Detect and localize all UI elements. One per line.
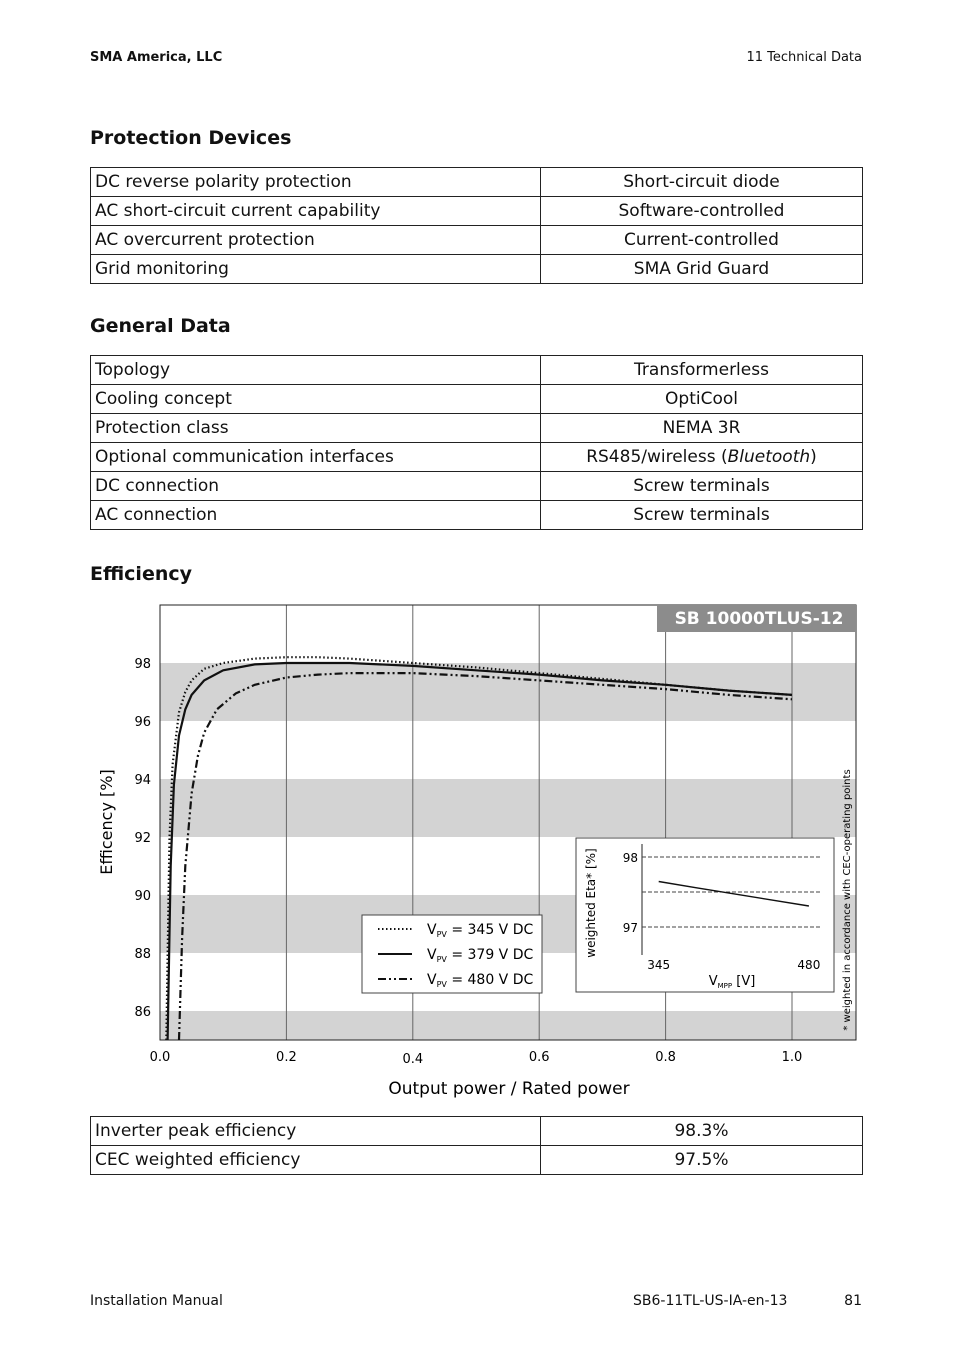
table-row (91, 1146, 863, 1175)
x-tick-label: 0.2 (276, 1050, 297, 1065)
chart-title: SB 10000TLUS-12 (674, 609, 844, 629)
inset-x-tick-label: 345 (647, 958, 671, 972)
value-italic: Bluetooth (727, 447, 811, 467)
y-axis-label: Efficency [%] (97, 769, 116, 875)
header-company: SMA America, LLC (90, 50, 223, 65)
general-data-heading: General Data (90, 315, 231, 337)
row-value: Current-controlled (541, 226, 863, 255)
efficiency-table (90, 1116, 863, 1175)
row-label: AC overcurrent protection (91, 226, 541, 255)
y-tick-label: 94 (134, 773, 151, 788)
row-label: Grid monitoring (91, 255, 541, 284)
row-label: Topology (91, 356, 541, 385)
inset-chart (576, 838, 834, 992)
inset-x-label: $V_{MPP}$ [V] (708, 974, 756, 990)
x-tick-label: 1.0 (781, 1050, 803, 1065)
x-axis-label: Output power / Rated power (388, 1079, 630, 1099)
y-tick-label: 86 (134, 1005, 151, 1020)
legend-label-345: $V_{PV} = 345$ V DC (427, 922, 534, 939)
efficiency-heading: Efficiency (90, 563, 193, 585)
value-suffix: ) (810, 447, 817, 467)
row-label: DC connection (91, 472, 541, 501)
grid-band (160, 779, 856, 837)
y-tick-label: 92 (134, 831, 151, 846)
page-number: 81 (844, 1293, 862, 1309)
cec-side-note: * weighted in accordance with CEC-operating points (842, 769, 853, 1031)
row-value: 97.5% (541, 1146, 863, 1175)
inset-y-tick-label: 97 (622, 921, 638, 935)
inset-x-tick-label: 480 (797, 958, 821, 972)
row-value: Software-controlled (541, 197, 863, 226)
legend-label-480: $V_{PV} = 480$ V DC (427, 972, 534, 989)
legend-label-379: $V_{PV} = 379$ V DC (427, 947, 534, 964)
x-tick-label: 0.4 (402, 1052, 424, 1067)
row-value: Screw terminals (541, 472, 863, 501)
row-label: Inverter peak efficiency (91, 1117, 541, 1146)
y-tick-label: 88 (134, 947, 151, 962)
inset-y-label: weighted Eta* [%] (584, 848, 598, 958)
row-label: AC connection (91, 501, 541, 530)
x-tick-label: 0.8 (655, 1050, 676, 1065)
row-label: Cooling concept (91, 385, 541, 414)
protection-devices-heading: Protection Devices (90, 127, 292, 149)
row-value: OptiCool (541, 385, 863, 414)
header-section: 11 Technical Data (746, 50, 862, 65)
row-value: SMA Grid Guard (541, 255, 863, 284)
y-tick-label: 98 (134, 657, 151, 672)
value-prefix: RS485/wireless ( (586, 447, 728, 467)
row-label: Optional communication interfaces (91, 443, 541, 472)
inset-y-tick-label: 98 (622, 851, 638, 865)
footer-doc-id: SB6-11TL-US-IA-en-13 (633, 1293, 788, 1309)
row-value: Transformerless (541, 356, 863, 385)
x-tick-label: 0.0 (149, 1050, 171, 1065)
row-value: NEMA 3R (541, 414, 863, 443)
row-label: CEC weighted efficiency (91, 1146, 541, 1175)
row-label: Protection class (91, 414, 541, 443)
row-label: DC reverse polarity protection (91, 168, 541, 197)
row-value: 98.3% (541, 1117, 863, 1146)
row-value: Short-circuit diode (541, 168, 863, 197)
y-tick-label: 96 (134, 715, 151, 730)
grid-band (160, 1011, 856, 1040)
x-tick-label: 0.6 (528, 1050, 550, 1065)
y-tick-label: 90 (134, 889, 151, 904)
footer-manual: Installation Manual (90, 1293, 223, 1309)
table-row (91, 1117, 863, 1146)
row-value: Screw terminals (541, 501, 863, 530)
row-label: AC short-circuit current capability (91, 197, 541, 226)
